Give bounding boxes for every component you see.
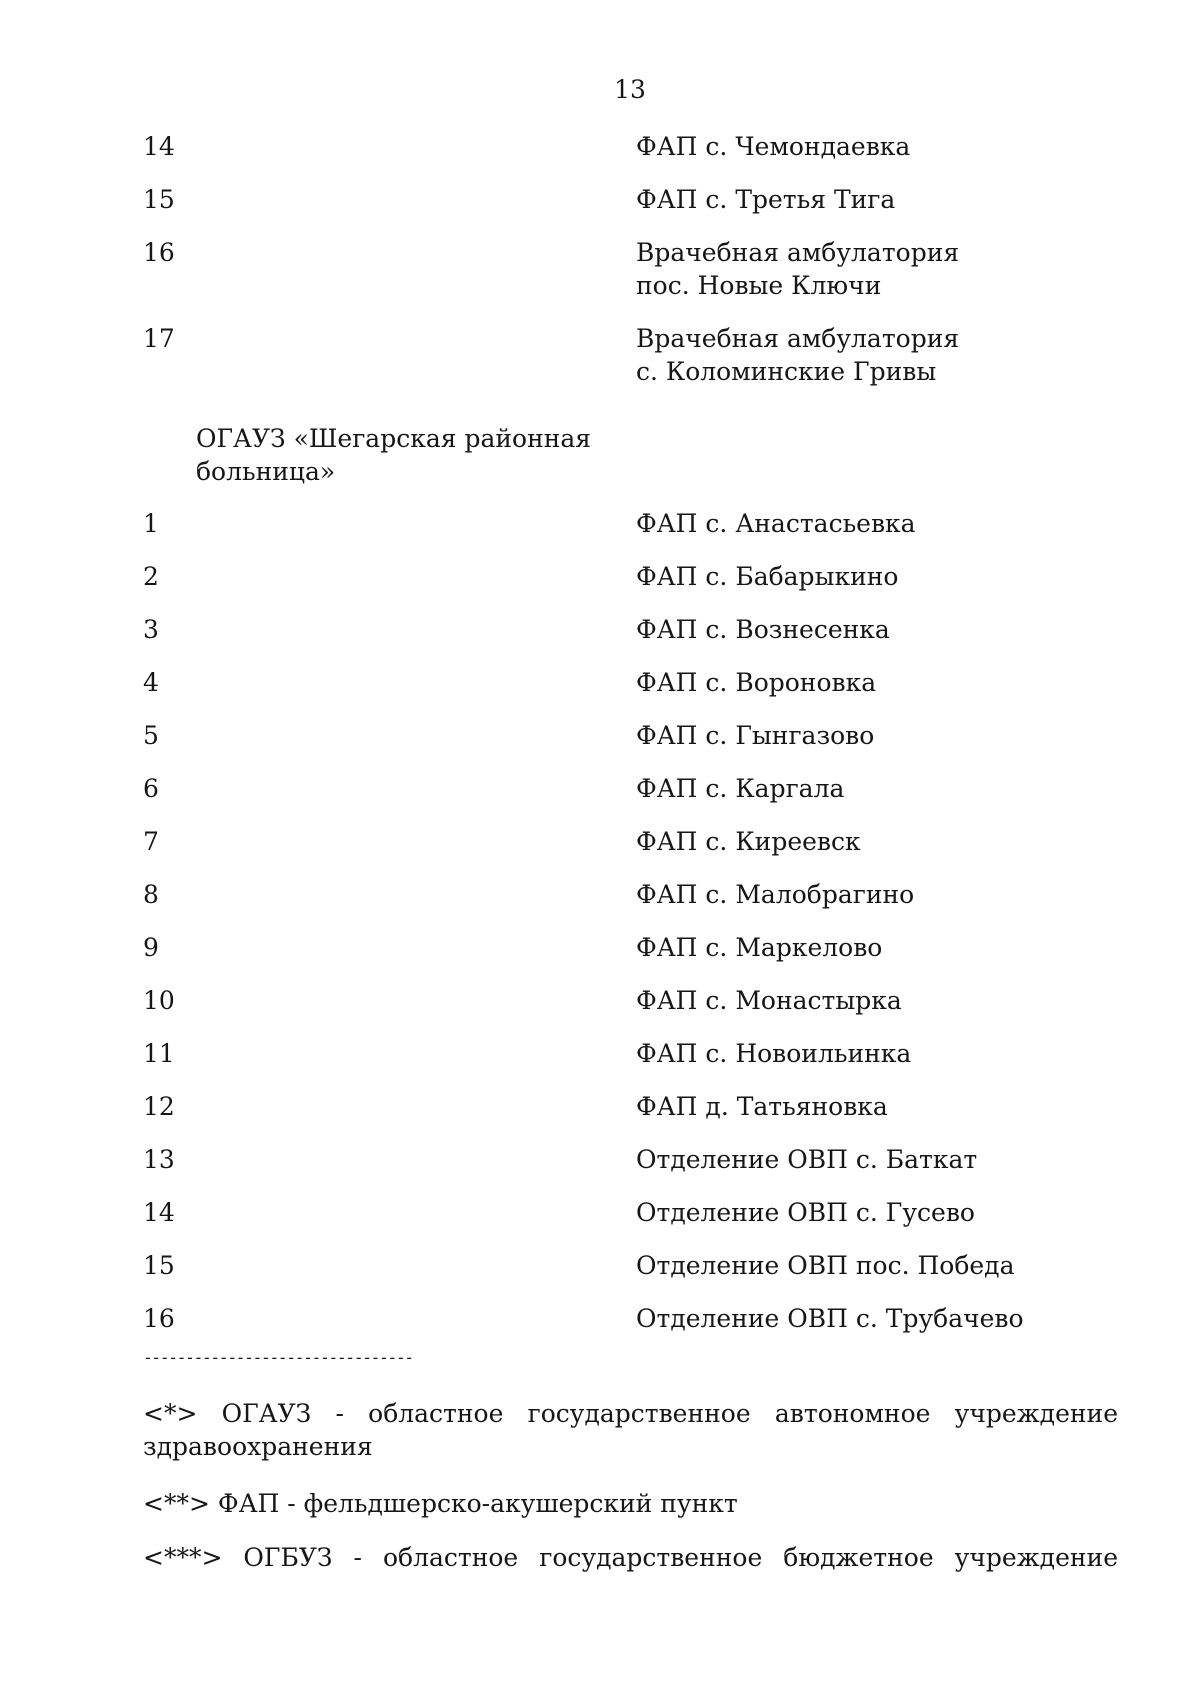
footnote-word: ОГБУЗ	[243, 1543, 333, 1572]
footnote-separator: --------------------------------	[143, 1348, 413, 1367]
list-item-number: 2	[143, 562, 159, 591]
footnote: <*> ОГАУЗ - областное государственное автономное учреждение здравоохранения	[143, 1399, 1118, 1461]
list-item-name: ФАП с. Третья Тига	[636, 185, 896, 214]
footnote-word: областное	[382, 1543, 519, 1572]
list-item-number: 1	[143, 509, 159, 538]
list-item-name: ФАП с. Новоильинка	[636, 1039, 912, 1068]
footnote-word: <***>	[143, 1543, 223, 1572]
list-item-number: 13	[143, 1145, 175, 1174]
list-item-number: 15	[143, 185, 175, 214]
list-item-name: Отделение ОВП пос. Победа	[636, 1251, 1015, 1280]
list-item-name: ФАП с. Вороновка	[636, 668, 877, 697]
list-item-name: Отделение ОВП с. Баткат	[636, 1145, 978, 1174]
list-item-number: 14	[143, 132, 175, 161]
list-item-number: 8	[143, 880, 159, 909]
footnote-word: государственное	[539, 1543, 763, 1572]
footnote-word: бюджетное	[783, 1543, 934, 1572]
list-item-number: 4	[143, 668, 159, 697]
list-item-name: ФАП с. Малобрагино	[636, 880, 915, 909]
list-item-name: ФАП с. Бабарыкино	[636, 562, 899, 591]
list-item-number: 12	[143, 1092, 175, 1121]
footnote-line	[143, 1541, 1118, 1574]
list-item-number: 6	[143, 774, 159, 803]
list-item-number: 15	[143, 1251, 175, 1280]
list-item-name: ФАП с. Анастасьевка	[636, 509, 916, 538]
list-item-number: 7	[143, 827, 159, 856]
list-item-name: Врачебная амбулатория с. Коломинские Гривы	[636, 324, 960, 386]
list-item-name: Отделение ОВП с. Трубачево	[636, 1304, 1024, 1333]
list-item-number: 9	[143, 933, 159, 962]
list-item-name: Врачебная амбулатория пос. Новые Ключи	[636, 238, 960, 300]
hospital-heading: ОГАУЗ «Шегарская районная больница»	[196, 424, 592, 486]
list-item-number: 14	[143, 1198, 175, 1227]
list-item-number: 11	[143, 1039, 175, 1068]
footnote	[143, 1541, 1118, 1574]
list-item-name: ФАП с. Киреевск	[636, 827, 861, 856]
list-item-number: 16	[143, 1304, 175, 1333]
list-item-name: ФАП с. Гынгазово	[636, 721, 875, 750]
list-item-name: ФАП с. Монастырка	[636, 986, 902, 1015]
footnote: <**> ФАП - фельдшерско-акушерский пункт	[143, 1489, 738, 1518]
list-item-number: 3	[143, 615, 159, 644]
list-item-number: 17	[143, 324, 175, 353]
footnote-word: -	[353, 1543, 362, 1572]
list-item-name: ФАП с. Вознесенка	[636, 615, 890, 644]
list-item-number: 16	[143, 238, 175, 267]
page-number: 13	[614, 75, 646, 104]
list-item-name: ФАП с. Чемондаевка	[636, 132, 911, 161]
list-item-name: ФАП с. Каргала	[636, 774, 845, 803]
list-item-name: ФАП с. Маркелово	[636, 933, 883, 962]
list-item-name: Отделение ОВП с. Гусево	[636, 1198, 975, 1227]
list-item-number: 10	[143, 986, 175, 1015]
list-item-name: ФАП д. Татьяновка	[636, 1092, 888, 1121]
footnote-word: учреждение	[954, 1543, 1118, 1572]
list-item-number: 5	[143, 721, 159, 750]
